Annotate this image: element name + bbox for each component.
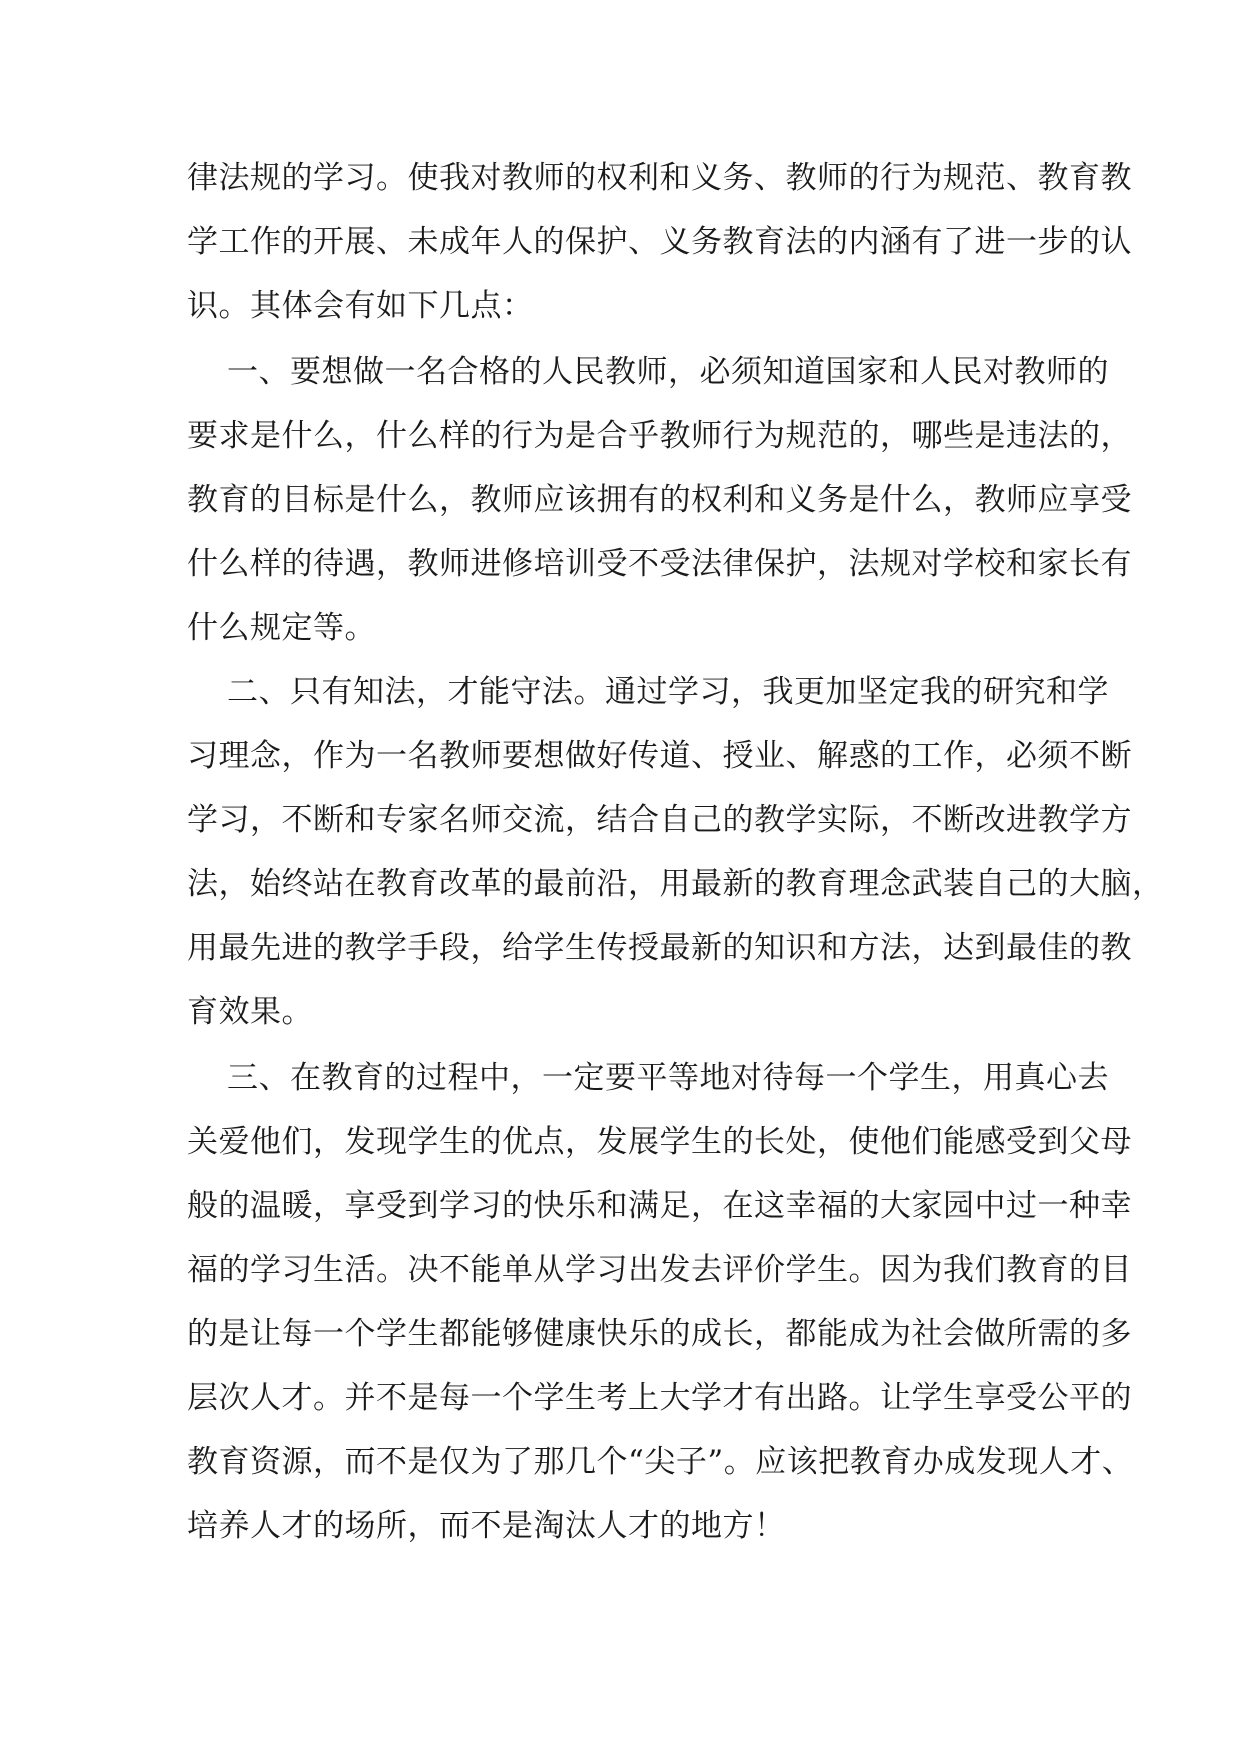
text-line: 用最先进的教学手段，给学生传授最新的知识和方法，达到最佳的教	[187, 930, 1132, 966]
text-line: 学工作的开展、未成年人的保护、义务教育法的内涵有了进一步的认	[187, 224, 1132, 260]
text-line: 福的学习生活。决不能单从学习出发去评价学生。因为我们教育的目	[187, 1252, 1132, 1288]
text-line: 二、只有知法，才能守法。通过学习，我更加坚定我的研究和学	[227, 674, 1109, 710]
text-line: 育效果。	[187, 994, 313, 1030]
text-line: 什么样的待遇，教师进修培训受不受法律保护，法规对学校和家长有	[187, 546, 1132, 582]
text-line: 般的温暖，享受到学习的快乐和满足，在这幸福的大家园中过一种幸	[187, 1188, 1132, 1224]
document-body	[187, 146, 1164, 1554]
text-line: 识。其体会有如下几点：	[187, 288, 534, 324]
text-line: 什么规定等。	[187, 610, 376, 646]
text-line: 律法规的学习。使我对教师的权利和义务、教师的行为规范、教育教	[187, 160, 1132, 196]
text-line: 层次人才。并不是每一个学生考上大学才有出路。让学生享受公平的	[187, 1380, 1132, 1416]
text-line: 要求是什么，什么样的行为是合乎教师行为规范的，哪些是违法的，	[187, 418, 1132, 454]
text-line: 法，始终站在教育改革的最前沿，用最新的教育理念武装自己的大脑，	[187, 866, 1164, 902]
text-line: 习理念，作为一名教师要想做好传道、授业、解惑的工作，必须不断	[187, 738, 1132, 774]
paragraph-1	[187, 146, 1132, 338]
text-line: 学习，不断和专家名师交流，结合自己的教学实际，不断改进教学方	[187, 802, 1132, 838]
text-line: 三、在教育的过程中，一定要平等地对待每一个学生，用真心去	[227, 1060, 1109, 1096]
text-line: 的是让每一个学生都能够健康快乐的成长，都能成为社会做所需的多	[187, 1316, 1132, 1352]
paragraph-4	[187, 1046, 1134, 1558]
text-line: 教育的目标是什么，教师应该拥有的权利和义务是什么，教师应享受	[187, 482, 1132, 518]
text-line: 关爱他们，发现学生的优点，发展学生的长处，使他们能感受到父母	[187, 1124, 1132, 1160]
text-line: 一、要想做一名合格的人民教师，必须知道国家和人民对教师的	[227, 354, 1109, 390]
text-line: 教育资源，而不是仅为了那几个“尖子”。应该把教育办成发现人才、	[187, 1444, 1134, 1480]
paragraph-2	[187, 340, 1132, 660]
text-line: 培养人才的场所，而不是淘汰人才的地方！	[187, 1508, 786, 1544]
paragraph-3	[187, 660, 1164, 1044]
